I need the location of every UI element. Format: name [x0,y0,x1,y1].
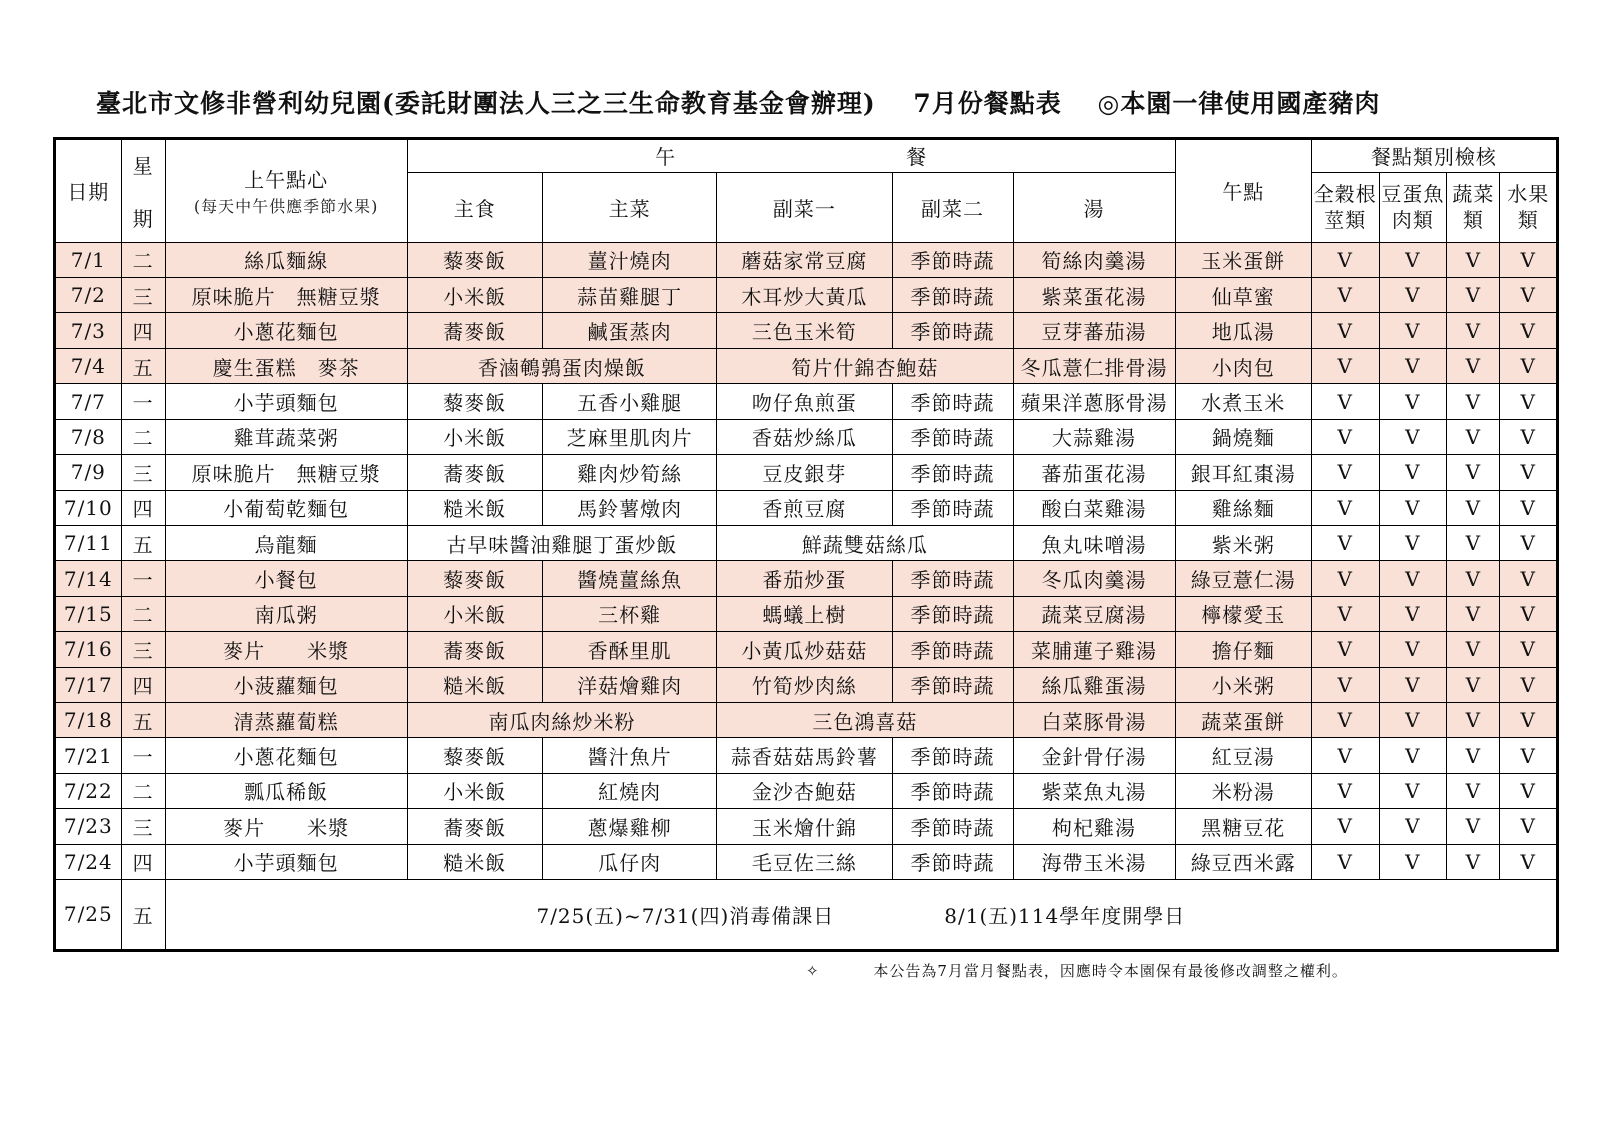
row-date: 7/14 [55,561,122,596]
row-soup: 魚丸味噌湯 [1013,525,1175,560]
row-check-2: V [1379,455,1447,490]
row-main: 芝麻里肌肉片 [542,419,716,454]
row-check-2: V [1379,313,1447,348]
row-date: 7/1 [55,242,122,277]
row-combo-dish: 香滷鵪鶉蛋肉燥飯 [407,348,717,383]
table-row [55,384,1558,419]
row-check-2: V [1379,809,1447,844]
row-main: 三杯雞 [542,596,716,631]
header-check: 餐點類別檢核 [1311,139,1557,173]
row-combo-dish: 古早味醬油雞腿丁蛋炒飯 [407,525,717,560]
row-main: 醬燒薑絲魚 [542,561,716,596]
row-snack: 小蔥花麵包 [165,738,407,773]
header-cat-fruit: 水果 類 [1500,172,1558,242]
row-weekday: 二 [121,419,165,454]
row-soup: 蔬菜豆腐湯 [1013,596,1175,631]
title-note: ◎本園一律使用國產豬肉 [1097,89,1381,118]
title-main: 臺北市文修非營利幼兒園(委託財團法人三之三生命教育基金會辦理) [96,89,876,118]
row-check-2: V [1379,348,1447,383]
row-check-1: V [1311,242,1379,277]
table-row [55,844,1558,879]
row-weekday: 三 [121,632,165,667]
row-staple: 小米飯 [407,773,542,808]
row-weekday: 四 [121,844,165,879]
row-side2: 季節時蔬 [892,561,1013,596]
table-row [55,348,1558,383]
row-check-3: V [1447,561,1500,596]
header-snack-sub: (每天中午供應季節水果) [193,197,379,217]
row-side2: 季節時蔬 [892,455,1013,490]
row-afternoon: 紅豆湯 [1175,738,1311,773]
table-row [55,419,1558,454]
row-check-2: V [1379,773,1447,808]
row-afternoon: 銀耳紅棗湯 [1175,455,1311,490]
row-combo-side: 三色鴻喜菇 [717,702,1013,737]
row-side2: 季節時蔬 [892,809,1013,844]
row-check-4: V [1500,313,1558,348]
row-check-3: V [1447,844,1500,879]
table-row [55,596,1558,631]
row-check-3: V [1447,419,1500,454]
row-soup: 絲瓜雞蛋湯 [1013,667,1175,702]
row-weekday: 五 [121,702,165,737]
row-afternoon: 檸檬愛玉 [1175,596,1311,631]
row-check-4: V [1500,490,1558,525]
row-weekday: 五 [121,525,165,560]
row-main: 薑汁燒肉 [542,242,716,277]
row-afternoon: 水煮玉米 [1175,384,1311,419]
row-check-1: V [1311,419,1379,454]
row-afternoon: 地瓜湯 [1175,313,1311,348]
row-check-2: V [1379,667,1447,702]
row-check-4: V [1500,561,1558,596]
row-soup: 菜脯蓮子雞湯 [1013,632,1175,667]
row-side1: 蒜香菇菇馬鈴薯 [717,738,892,773]
row-side1: 玉米燴什錦 [717,809,892,844]
row-check-1: V [1311,809,1379,844]
row-check-4: V [1500,455,1558,490]
row-staple: 藜麥飯 [407,384,542,419]
row-date: 7/23 [55,809,122,844]
row-snack: 烏龍麵 [165,525,407,560]
row-snack: 小芋頭麵包 [165,844,407,879]
row-side2: 季節時蔬 [892,278,1013,313]
row-snack: 絲瓜麵線 [165,242,407,277]
row-soup: 紫菜蛋花湯 [1013,278,1175,313]
row-afternoon: 擔仔麵 [1175,632,1311,667]
row-check-4: V [1500,278,1558,313]
row-check-1: V [1311,702,1379,737]
row-check-3: V [1447,278,1500,313]
row-staple: 糙米飯 [407,490,542,525]
row-side2: 季節時蔬 [892,242,1013,277]
row-date: 7/8 [55,419,122,454]
row-check-4: V [1500,632,1558,667]
header-soup: 湯 [1013,172,1175,242]
row-side1: 香菇炒絲瓜 [717,419,892,454]
title-month: 7月份餐點表 [913,89,1062,118]
table-row [55,702,1558,737]
row-main: 紅燒肉 [542,773,716,808]
row-check-3: V [1447,809,1500,844]
table-row [55,561,1558,596]
row-weekday: 二 [121,596,165,631]
table-row-notice [55,879,1558,950]
row-check-4: V [1500,384,1558,419]
row-check-1: V [1311,561,1379,596]
row-date: 7/2 [55,278,122,313]
row-side2: 季節時蔬 [892,596,1013,631]
row-check-4: V [1500,702,1558,737]
row-check-2: V [1379,419,1447,454]
row-side2: 季節時蔬 [892,490,1013,525]
footnote-mark: ✧ [806,962,820,980]
header-cat-protein: 豆蛋魚 肉類 [1379,172,1447,242]
row-check-3: V [1447,773,1500,808]
row-date: 7/24 [55,844,122,879]
row-check-1: V [1311,455,1379,490]
row-combo-side: 筍片什錦杏鮑菇 [717,348,1013,383]
footnote [806,960,1348,981]
row-check-3: V [1447,490,1500,525]
row-main: 蔥爆雞柳 [542,809,716,844]
row-staple: 小米飯 [407,419,542,454]
row-side2: 季節時蔬 [892,667,1013,702]
row-check-3: V [1447,384,1500,419]
row-soup: 豆芽蕃茄湯 [1013,313,1175,348]
row-afternoon: 小肉包 [1175,348,1311,383]
row-check-1: V [1311,348,1379,383]
row-main: 蒜苗雞腿丁 [542,278,716,313]
row-side1: 番茄炒蛋 [717,561,892,596]
row-side1: 蘑菇家常豆腐 [717,242,892,277]
row-staple: 糙米飯 [407,667,542,702]
row-check-1: V [1311,632,1379,667]
row-date: 7/18 [55,702,122,737]
row-staple: 蕎麥飯 [407,455,542,490]
notice-school-start: 8/1(五)114學年度開學日 [944,903,1186,928]
row-check-2: V [1379,702,1447,737]
row-side1: 木耳炒大黃瓜 [717,278,892,313]
row-check-4: V [1500,844,1558,879]
row-snack: 南瓜粥 [165,596,407,631]
row-check-1: V [1311,738,1379,773]
row-check-4: V [1500,738,1558,773]
row-snack: 雞茸蔬菜粥 [165,419,407,454]
row-snack: 小芋頭麵包 [165,384,407,419]
row-snack: 原味脆片 無糖豆漿 [165,455,407,490]
row-check-1: V [1311,667,1379,702]
header-main: 主菜 [542,172,716,242]
row-check-1: V [1311,313,1379,348]
row-date: 7/16 [55,632,122,667]
row-check-3: V [1447,738,1500,773]
row-check-3: V [1447,702,1500,737]
row-side1: 螞蟻上樹 [717,596,892,631]
row-side1: 金沙杏鮑菇 [717,773,892,808]
row-check-1: V [1311,773,1379,808]
row-check-4: V [1500,419,1558,454]
row-weekday: 四 [121,667,165,702]
row-main: 醬汁魚片 [542,738,716,773]
row-weekday: 四 [121,313,165,348]
row-staple: 蕎麥飯 [407,809,542,844]
row-snack: 慶生蛋糕 麥茶 [165,348,407,383]
row-weekday: 五 [121,348,165,383]
row-side1: 香煎豆腐 [717,490,892,525]
row-date: 7/3 [55,313,122,348]
row-side2: 季節時蔬 [892,384,1013,419]
row-main: 五香小雞腿 [542,384,716,419]
table-row [55,632,1558,667]
row-snack: 麥片 米漿 [165,632,407,667]
header-cat-veg: 蔬菜 類 [1447,172,1500,242]
table-row [55,525,1558,560]
row-check-2: V [1379,844,1447,879]
table-row [55,667,1558,702]
row-date: 7/15 [55,596,122,631]
row-check-4: V [1500,525,1558,560]
row-side2: 季節時蔬 [892,313,1013,348]
row-soup: 大蒜雞湯 [1013,419,1175,454]
row-check-1: V [1311,384,1379,419]
row-check-3: V [1447,667,1500,702]
table-row [55,242,1558,277]
row-afternoon: 綠豆西米露 [1175,844,1311,879]
header-afternoon: 午點 [1175,139,1311,243]
row-soup: 冬瓜肉羹湯 [1013,561,1175,596]
table-row [55,313,1558,348]
row-snack: 小餐包 [165,561,407,596]
row-date: 7/4 [55,348,122,383]
row-check-3: V [1447,455,1500,490]
row-weekday: 五 [121,879,165,950]
row-afternoon: 雞絲麵 [1175,490,1311,525]
row-snack: 原味脆片 無糖豆漿 [165,278,407,313]
row-weekday: 四 [121,490,165,525]
row-staple: 藜麥飯 [407,738,542,773]
row-snack: 瓢瓜稀飯 [165,773,407,808]
row-combo-side: 鮮蔬雙菇絲瓜 [717,525,1013,560]
row-check-2: V [1379,490,1447,525]
row-staple: 蕎麥飯 [407,313,542,348]
row-date: 7/22 [55,773,122,808]
row-side2: 季節時蔬 [892,632,1013,667]
row-date: 7/17 [55,667,122,702]
row-staple: 糙米飯 [407,844,542,879]
row-weekday: 三 [121,809,165,844]
row-check-1: V [1311,490,1379,525]
row-side1: 吻仔魚煎蛋 [717,384,892,419]
row-afternoon: 米粉湯 [1175,773,1311,808]
row-date: 7/21 [55,738,122,773]
row-side2: 季節時蔬 [892,738,1013,773]
row-afternoon: 蔬菜蛋餅 [1175,702,1311,737]
row-weekday: 一 [121,738,165,773]
row-snack: 麥片 米漿 [165,809,407,844]
row-check-1: V [1311,596,1379,631]
row-date: 7/25 [55,879,122,950]
meal-table [53,137,1559,952]
header-side1: 副菜一 [717,172,892,242]
row-main: 鹹蛋蒸肉 [542,313,716,348]
row-side1: 毛豆佐三絲 [717,844,892,879]
row-side2: 季節時蔬 [892,844,1013,879]
row-afternoon: 黑糖豆花 [1175,809,1311,844]
row-date: 7/11 [55,525,122,560]
row-staple: 藜麥飯 [407,242,542,277]
row-soup: 蘋果洋蔥豚骨湯 [1013,384,1175,419]
row-check-2: V [1379,561,1447,596]
closure-notice [165,879,1557,950]
row-check-4: V [1500,348,1558,383]
row-side2: 季節時蔬 [892,419,1013,454]
row-soup: 紫菜魚丸湯 [1013,773,1175,808]
row-check-1: V [1311,844,1379,879]
table-row [55,738,1558,773]
row-snack: 小葡萄乾麵包 [165,490,407,525]
header-date: 日期 [55,139,122,243]
row-weekday: 二 [121,773,165,808]
header-weekday: 星 期 [121,139,165,243]
row-check-2: V [1379,242,1447,277]
row-main: 洋菇燴雞肉 [542,667,716,702]
row-check-4: V [1500,773,1558,808]
row-soup: 金針骨仔湯 [1013,738,1175,773]
row-main: 香酥里肌 [542,632,716,667]
header-lunch: 午 餐 [407,139,1175,173]
row-soup: 白菜豚骨湯 [1013,702,1175,737]
row-date: 7/9 [55,455,122,490]
row-check-3: V [1447,632,1500,667]
row-date: 7/10 [55,490,122,525]
row-afternoon: 紫米粥 [1175,525,1311,560]
row-check-2: V [1379,632,1447,667]
row-soup: 冬瓜薏仁排骨湯 [1013,348,1175,383]
row-snack: 清蒸蘿蔔糕 [165,702,407,737]
row-check-4: V [1500,242,1558,277]
table-row [55,278,1558,313]
row-staple: 小米飯 [407,278,542,313]
row-soup: 海帶玉米湯 [1013,844,1175,879]
row-afternoon: 仙草蜜 [1175,278,1311,313]
header-snack: 上午點心 (每天中午供應季節水果) [165,139,407,243]
row-staple: 藜麥飯 [407,561,542,596]
row-check-1: V [1311,525,1379,560]
row-date: 7/7 [55,384,122,419]
row-afternoon: 玉米蛋餅 [1175,242,1311,277]
row-weekday: 三 [121,278,165,313]
row-weekday: 二 [121,242,165,277]
row-check-4: V [1500,667,1558,702]
row-check-4: V [1500,596,1558,631]
row-check-2: V [1379,738,1447,773]
row-combo-dish: 南瓜肉絲炒米粉 [407,702,717,737]
row-afternoon: 小米粥 [1175,667,1311,702]
header-cat-grain: 全穀根 莖類 [1311,172,1379,242]
row-main: 雞肉炒筍絲 [542,455,716,490]
row-snack: 小菠蘿麵包 [165,667,407,702]
row-main: 馬鈴薯燉肉 [542,490,716,525]
row-check-3: V [1447,596,1500,631]
row-side2: 季節時蔬 [892,773,1013,808]
row-side1: 小黃瓜炒菇菇 [717,632,892,667]
row-check-3: V [1447,242,1500,277]
row-afternoon: 綠豆薏仁湯 [1175,561,1311,596]
row-check-2: V [1379,596,1447,631]
row-soup: 枸杞雞湯 [1013,809,1175,844]
row-side1: 竹筍炒肉絲 [717,667,892,702]
row-weekday: 一 [121,561,165,596]
row-check-3: V [1447,348,1500,383]
notice-disinfection: 7/25(五)~7/31(四)消毒備課日 [536,903,835,928]
row-snack: 小蔥花麵包 [165,313,407,348]
row-check-2: V [1379,278,1447,313]
row-main: 瓜仔肉 [542,844,716,879]
row-check-3: V [1447,525,1500,560]
row-staple: 小米飯 [407,596,542,631]
header-side2: 副菜二 [892,172,1013,242]
row-soup: 筍絲肉羹湯 [1013,242,1175,277]
row-weekday: 三 [121,455,165,490]
page-title [96,84,1536,120]
row-soup: 蕃茄蛋花湯 [1013,455,1175,490]
row-side1: 豆皮銀芽 [717,455,892,490]
table-row [55,490,1558,525]
row-soup: 酸白菜雞湯 [1013,490,1175,525]
footnote-text: 本公告為7月當月餐點表，因應時令本園保有最後修改調整之權利。 [873,962,1348,980]
row-weekday: 一 [121,384,165,419]
row-staple: 蕎麥飯 [407,632,542,667]
table-row [55,773,1558,808]
row-side1: 三色玉米筍 [717,313,892,348]
table-row [55,809,1558,844]
row-check-4: V [1500,809,1558,844]
row-check-3: V [1447,313,1500,348]
row-afternoon: 鍋燒麵 [1175,419,1311,454]
row-check-2: V [1379,384,1447,419]
row-check-2: V [1379,525,1447,560]
table-row [55,455,1558,490]
row-check-1: V [1311,278,1379,313]
header-staple: 主食 [407,172,542,242]
